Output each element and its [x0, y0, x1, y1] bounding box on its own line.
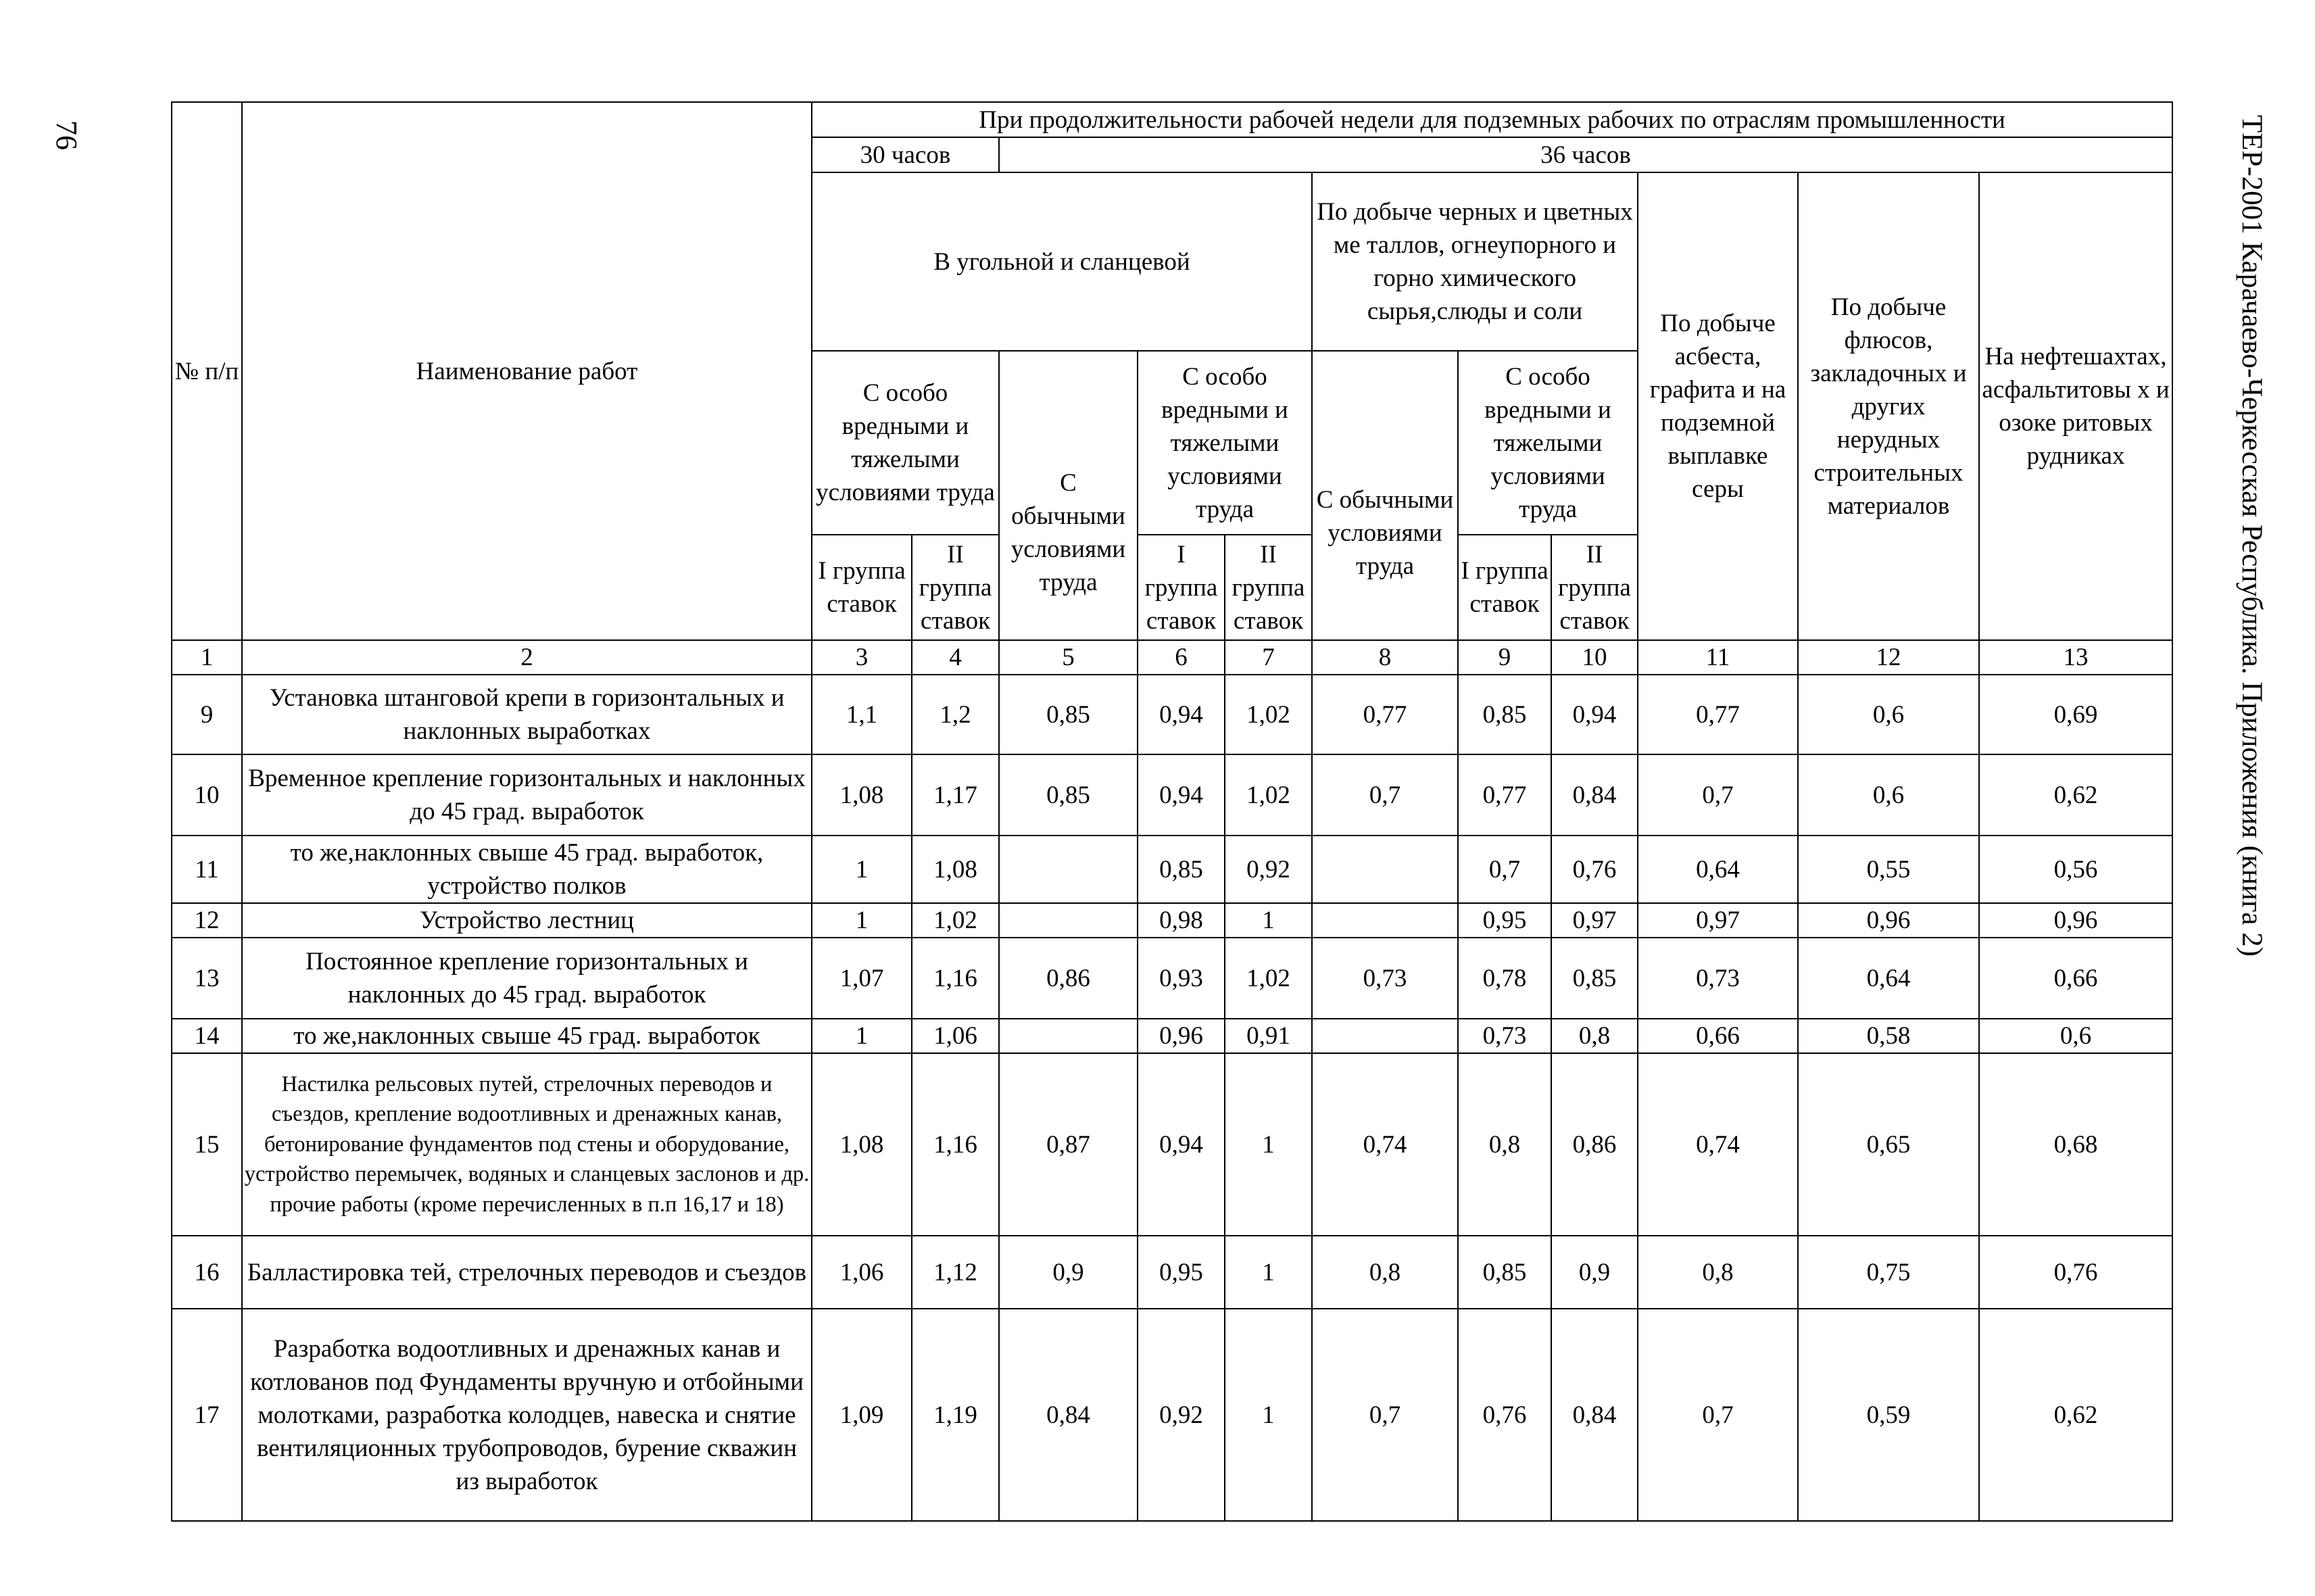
header-coal-harsh: С особо вредными и тяжелыми условиями труда [812, 351, 999, 535]
coefficient-cell: 1,02 [1225, 754, 1312, 836]
coefficient-cell: 0,86 [1551, 1053, 1638, 1236]
header-name: Наименование работ [242, 102, 812, 640]
coefficient-cell: 0,6 [1979, 1019, 2172, 1053]
coefficient-cell: 1,08 [912, 836, 999, 903]
coefficient-cell [1312, 836, 1458, 903]
coefficient-cell: 0,76 [1979, 1236, 2172, 1309]
coefficient-cell: 0,91 [1225, 1019, 1312, 1053]
work-name: Устройство лестниц [242, 903, 812, 938]
coefficient-cell: 1,08 [812, 754, 912, 836]
coefficient-cell: 0,7 [1638, 1309, 1798, 1521]
coefficient-cell: 0,8 [1458, 1053, 1551, 1236]
coefficient-cell: 0,95 [1458, 903, 1551, 938]
col-number: 1 [172, 640, 242, 675]
coefficient-cell: 0,66 [1979, 938, 2172, 1019]
coefficient-cell: 1,16 [912, 938, 999, 1019]
col-number: 2 [242, 640, 812, 675]
work-name: Разработка водоотливных и дренажных канав и котлованов под Фундаменты вручную и отбойными молотками, разработка колодцев, навеска и снятие вентиляционных трубопроводов, бурение скважин из выработок [242, 1309, 812, 1521]
coefficient-cell: 0,7 [1638, 754, 1798, 836]
coefficient-cell: 0,64 [1798, 938, 1979, 1019]
coefficient-cell: 0,94 [1551, 675, 1638, 754]
work-name: Временное крепление горизонтальных и наклонных до 45 град. выработок [242, 754, 812, 836]
table-row [172, 938, 2172, 1019]
coefficient-cell [1312, 1019, 1458, 1053]
table-row [172, 903, 2172, 938]
coefficient-cell: 0,7 [1458, 836, 1551, 903]
page-number: 76 [50, 120, 83, 150]
coefficient-cell: 0,76 [1458, 1309, 1551, 1521]
coefficient-cell: 0,85 [1458, 1236, 1551, 1309]
table-row [172, 1053, 2172, 1236]
coefficient-cell: 0,84 [999, 1309, 1138, 1521]
coefficient-cell: 0,73 [1312, 938, 1458, 1019]
coefficient-cell: 1,02 [1225, 938, 1312, 1019]
coefficient-cell: 0,78 [1458, 938, 1551, 1019]
coefficient-cell: 0,59 [1798, 1309, 1979, 1521]
coefficient-cell: 0,75 [1798, 1236, 1979, 1309]
coefficient-cell: 1,09 [812, 1309, 912, 1521]
coefficient-cell: 1 [1225, 1236, 1312, 1309]
header-metals: По добыче черных и цветных ме таллов, огнеупорного и горно химического сырья,слюды и соли [1312, 172, 1638, 351]
coefficient-cell: 0,77 [1312, 675, 1458, 754]
coefficient-cell: 0,95 [1138, 1236, 1225, 1309]
coefficient-cell: 1,2 [912, 675, 999, 754]
header-fluxes: По добыче флюсов, закладочных и других нерудных строительных материалов [1798, 172, 1979, 640]
coefficient-cell: 0,97 [1551, 903, 1638, 938]
coefficient-cell: 1,12 [912, 1236, 999, 1309]
coefficient-cell: 1,1 [812, 675, 912, 754]
table-row [172, 675, 2172, 754]
row-number: 17 [172, 1309, 242, 1521]
coefficient-cell: 0,94 [1138, 675, 1225, 754]
table-row [172, 1019, 2172, 1053]
coefficient-cell: 0,86 [999, 938, 1138, 1019]
coefficient-cell: 1 [812, 1019, 912, 1053]
coefficient-cell: 0,77 [1458, 754, 1551, 836]
coefficient-cell: 1 [812, 836, 912, 903]
coefficient-cell [1312, 903, 1458, 938]
coefficient-cell: 0,56 [1979, 836, 2172, 903]
coefficient-cell: 1,16 [912, 1053, 999, 1236]
coefficient-cell [999, 903, 1138, 938]
row-number: 13 [172, 938, 242, 1019]
work-name: Установка штанговой крепи в горизонтальных и наклонных выработках [242, 675, 812, 754]
row-number: 14 [172, 1019, 242, 1053]
work-name: то же,наклонных свыше 45 град. выработок [242, 1019, 812, 1053]
coefficient-cell: 1,08 [812, 1053, 912, 1236]
col-number: 7 [1225, 640, 1312, 675]
coefficient-cell: 0,8 [1551, 1019, 1638, 1053]
coefficient-cell: 0,66 [1638, 1019, 1798, 1053]
col-number: 3 [812, 640, 912, 675]
coefficients-table [171, 101, 2173, 1522]
coefficient-cell: 0,9 [999, 1236, 1138, 1309]
coefficient-cell: 0,76 [1551, 836, 1638, 903]
header-group-1: I группа ставок [812, 535, 912, 640]
coefficient-cell: 0,7 [1312, 754, 1458, 836]
coefficient-cell: 0,65 [1798, 1053, 1979, 1236]
coefficient-cell: 0,62 [1979, 1309, 2172, 1521]
coefficient-cell: 0,97 [1638, 903, 1798, 938]
coefficient-cell: 0,69 [1979, 675, 2172, 754]
coefficient-cell: 1 [1225, 1309, 1312, 1521]
header-metals-harsh: С особо вредными и тяжелыми условиями труда [1458, 351, 1638, 535]
table-row [172, 754, 2172, 836]
coefficient-cell: 0,96 [1138, 1019, 1225, 1053]
coefficient-cell: 0,85 [1458, 675, 1551, 754]
coefficient-cell: 0,74 [1312, 1053, 1458, 1236]
col-number: 11 [1638, 640, 1798, 675]
coefficient-cell: 1 [1225, 1053, 1312, 1236]
work-name: Балластировка тей, стрелочных переводов и съездов [242, 1236, 812, 1309]
row-number: 16 [172, 1236, 242, 1309]
header-36h: 36 часов [999, 137, 2172, 172]
coefficient-cell: 0,92 [1225, 836, 1312, 903]
coefficient-cell: 0,68 [1979, 1053, 2172, 1236]
coefficient-cell: 0,93 [1138, 938, 1225, 1019]
header-group-2: II группа ставок [912, 535, 999, 640]
coefficient-cell: 0,8 [1312, 1236, 1458, 1309]
coefficient-cell: 1 [1225, 903, 1312, 938]
header-num: № п/п [172, 102, 242, 640]
header-metals-normal: С обычными условиями труда [1312, 351, 1458, 640]
coefficient-cell: 0,64 [1638, 836, 1798, 903]
header-oil: На нефтешахтах, асфальтитовы х и озоке ритовых рудниках [1979, 172, 2172, 640]
header-coal-normal: С обычными условиями труда [999, 351, 1138, 640]
coefficient-cell: 0,85 [1551, 938, 1638, 1019]
header-group-2: II группа ставок [1225, 535, 1312, 640]
header-coal: В угольной и сланцевой [812, 172, 1312, 351]
coefficient-cell: 1,07 [812, 938, 912, 1019]
col-number: 8 [1312, 640, 1458, 675]
table-row [172, 1236, 2172, 1309]
coefficient-cell: 0,84 [1551, 1309, 1638, 1521]
coefficient-cell: 0,94 [1138, 1053, 1225, 1236]
header-group-1: I группа ставок [1458, 535, 1551, 640]
coefficient-cell: 0,77 [1638, 675, 1798, 754]
side-title: ТЕР-2001 Карачаево-Черкесская Республика. Приложения (книга 2) [2236, 115, 2268, 957]
coefficient-cell: 1,19 [912, 1309, 999, 1521]
header-period: При продолжительности рабочей недели для подземных рабочих по отраслям промышленности [812, 102, 2172, 137]
work-name: Настилка рельсовых путей, стрелочных переводов и съездов, крепление водоотливных и дренажных канав, бетонирование фундаментов под стены и оборудование, устройство перемычек, водяных и сланцевых заслонов и др. прочие работы (кроме перечисленных в п.п 16,17 и 18) [242, 1053, 812, 1236]
coefficient-cell: 0,85 [1138, 836, 1225, 903]
coefficient-cell: 0,6 [1798, 754, 1979, 836]
coefficient-cell: 0,84 [1551, 754, 1638, 836]
coefficient-cell: 0,85 [999, 675, 1138, 754]
table-row [172, 1309, 2172, 1521]
header-36-harsh: С особо вредными и тяжелыми условиями труда [1138, 351, 1312, 535]
row-number: 9 [172, 675, 242, 754]
coefficient-cell: 1,02 [912, 903, 999, 938]
coefficient-cell: 0,8 [1638, 1236, 1798, 1309]
col-number: 13 [1979, 640, 2172, 675]
row-number: 10 [172, 754, 242, 836]
work-name: Постоянное крепление горизонтальных и наклонных до 45 град. выработок [242, 938, 812, 1019]
coefficient-cell: 0,6 [1798, 675, 1979, 754]
col-number: 5 [999, 640, 1138, 675]
coefficient-cell: 0,7 [1312, 1309, 1458, 1521]
row-number: 11 [172, 836, 242, 903]
coefficient-cell: 0,74 [1638, 1053, 1798, 1236]
col-number: 12 [1798, 640, 1979, 675]
coefficient-cell: 0,96 [1798, 903, 1979, 938]
coefficient-cell: 1 [812, 903, 912, 938]
coefficient-cell: 0,62 [1979, 754, 2172, 836]
coefficient-cell: 0,94 [1138, 754, 1225, 836]
coefficient-cell: 1,17 [912, 754, 999, 836]
coefficient-cell: 0,9 [1551, 1236, 1638, 1309]
coefficient-cell: 0,96 [1979, 903, 2172, 938]
col-number: 9 [1458, 640, 1551, 675]
row-number: 15 [172, 1053, 242, 1236]
header-30h: 30 часов [812, 137, 999, 172]
col-number: 6 [1138, 640, 1225, 675]
coefficient-cell: 0,73 [1458, 1019, 1551, 1053]
coefficient-cell: 0,73 [1638, 938, 1798, 1019]
row-number: 12 [172, 903, 242, 938]
coefficient-cell: 1,06 [812, 1236, 912, 1309]
col-number: 4 [912, 640, 999, 675]
header-asbestos: По добыче асбеста, графита и на подземной выплавке серы [1638, 172, 1798, 640]
coefficient-cell [999, 836, 1138, 903]
coefficient-cell: 0,85 [999, 754, 1138, 836]
coefficient-cell: 0,92 [1138, 1309, 1225, 1521]
coefficient-cell: 0,98 [1138, 903, 1225, 938]
coefficient-cell: 0,55 [1798, 836, 1979, 903]
table-row [172, 836, 2172, 903]
coefficient-cell: 1,06 [912, 1019, 999, 1053]
coefficient-cell: 1,02 [1225, 675, 1312, 754]
coefficient-cell [999, 1019, 1138, 1053]
col-number: 10 [1551, 640, 1638, 675]
coefficient-cell: 0,87 [999, 1053, 1138, 1236]
coefficient-cell: 0,58 [1798, 1019, 1979, 1053]
header-group-1: I группа ставок [1138, 535, 1225, 640]
work-name: то же,наклонных свыше 45 град. выработок, устройство полков [242, 836, 812, 903]
header-group-2: II группа ставок [1551, 535, 1638, 640]
